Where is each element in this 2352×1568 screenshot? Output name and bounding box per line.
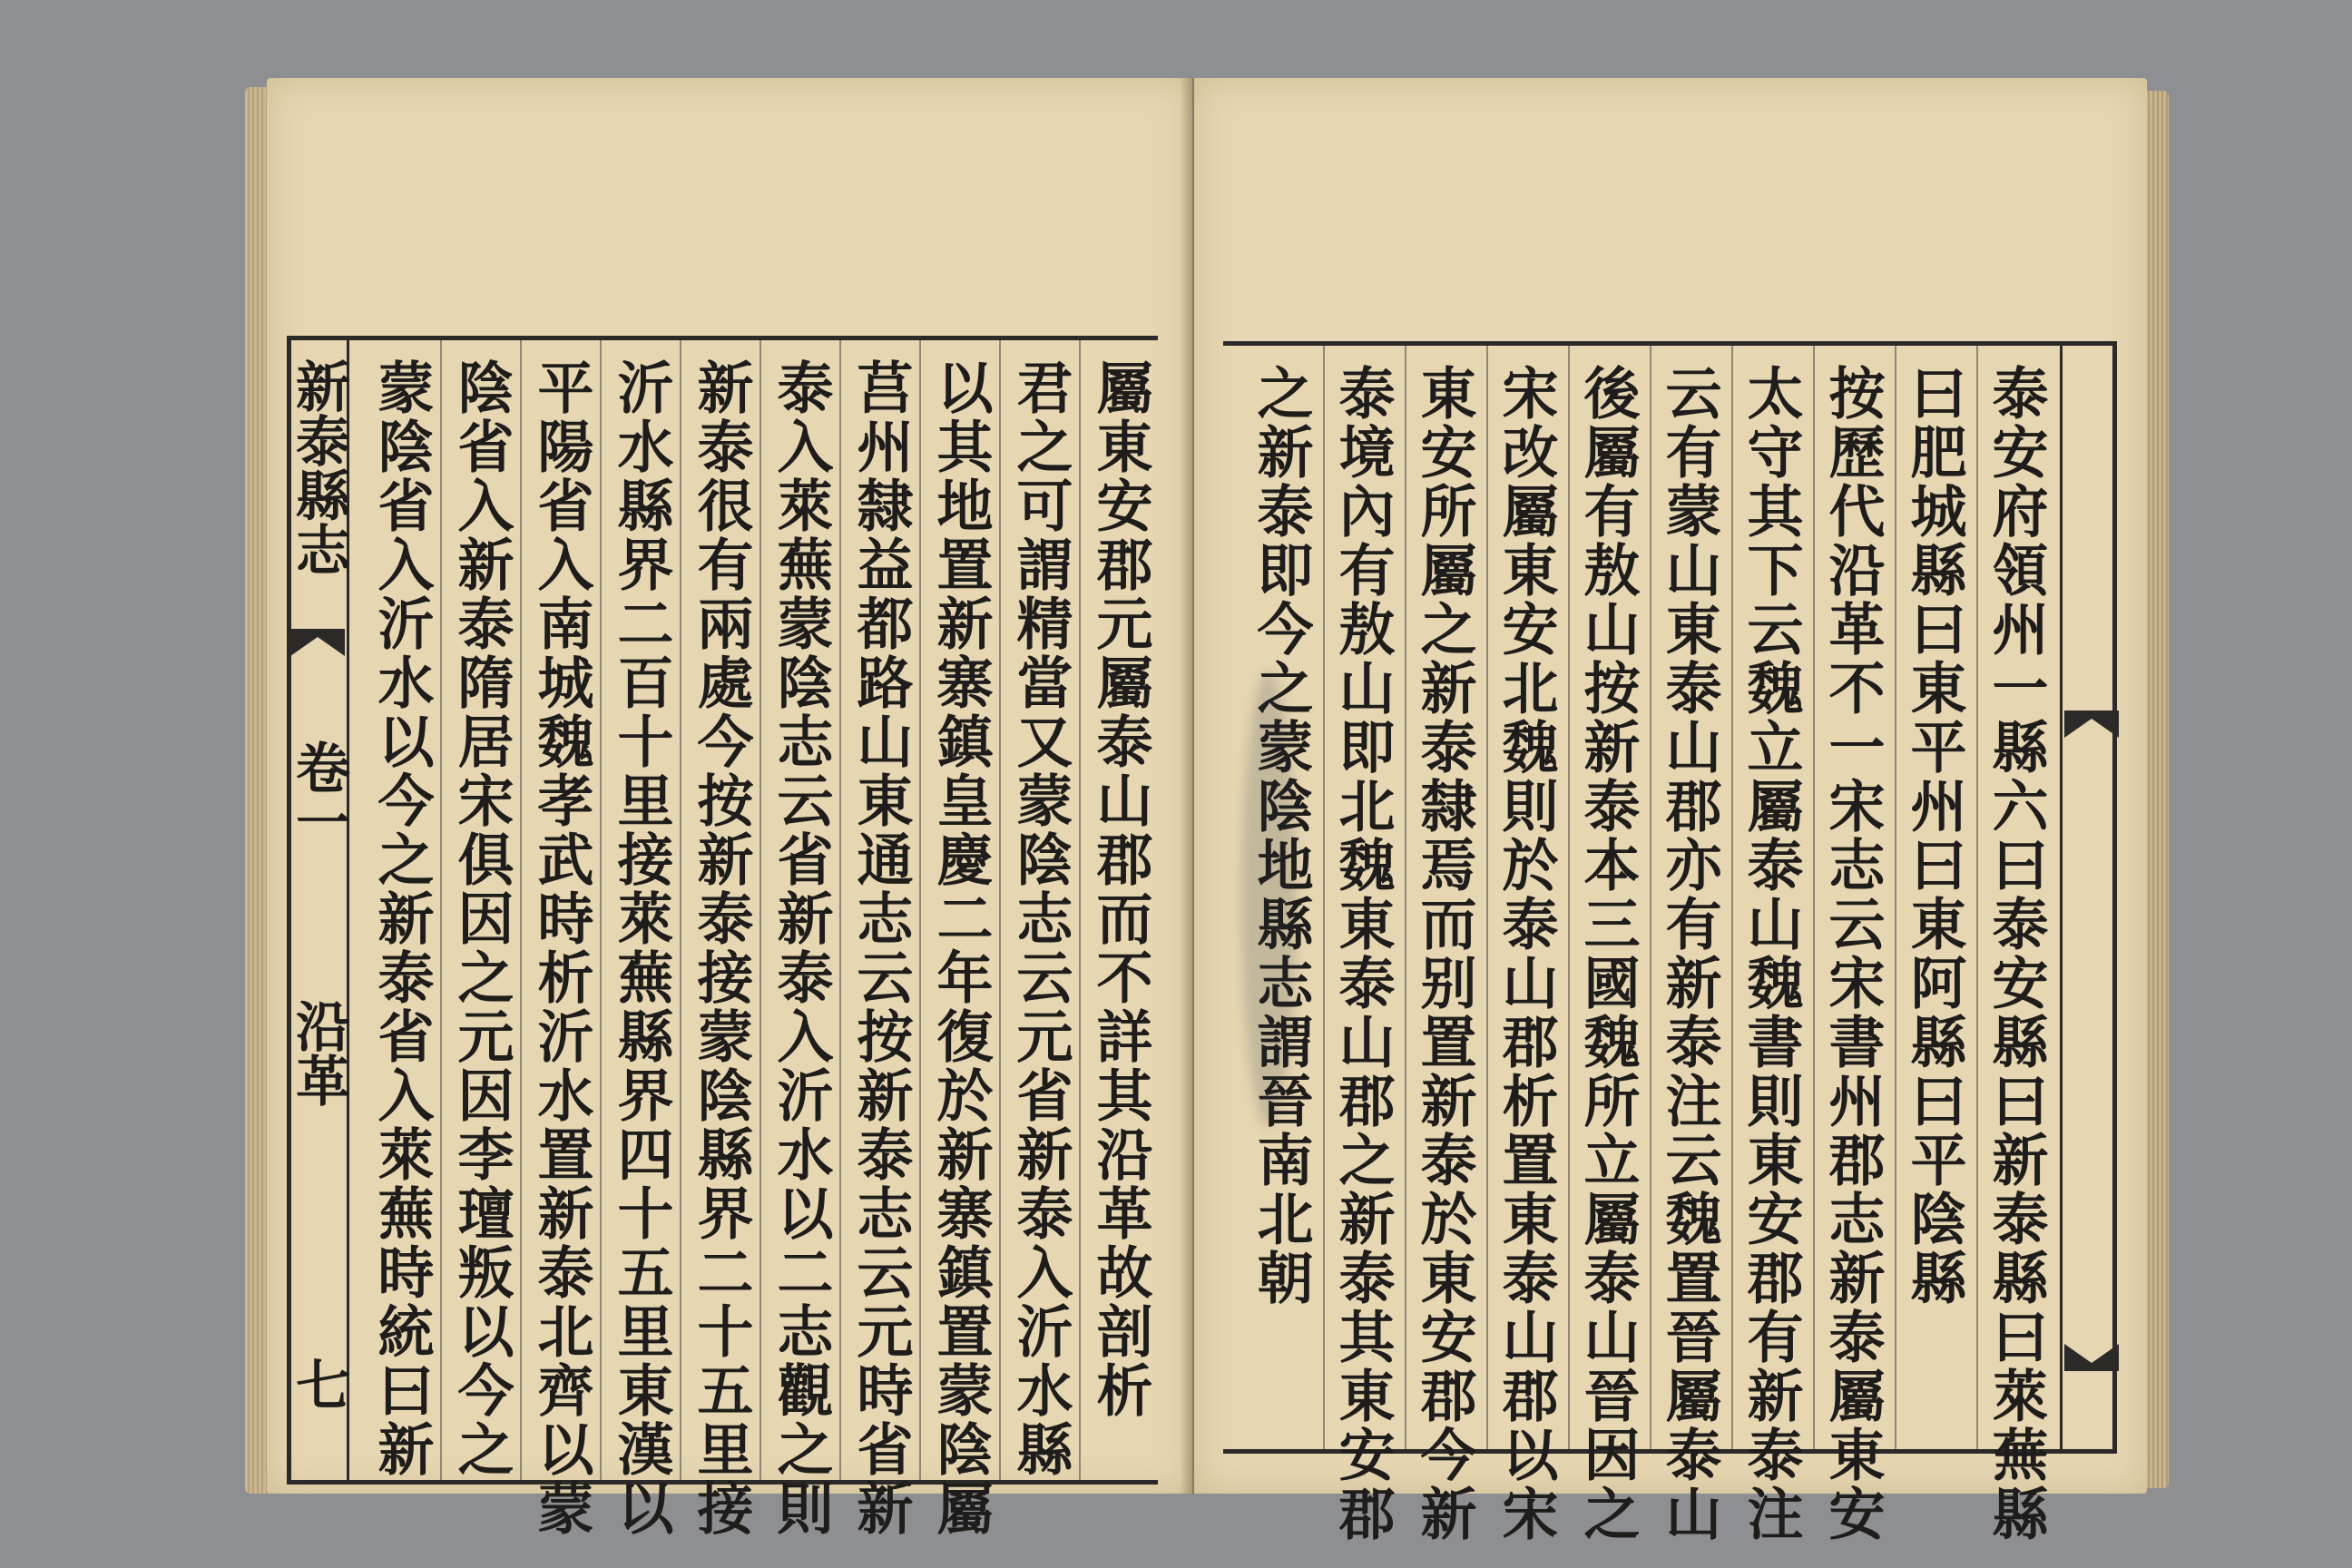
left-margin-strip (289, 340, 349, 1480)
column-rule (1486, 346, 1488, 1449)
column-rule (600, 340, 602, 1480)
text-column: 新泰很有兩處今按新泰接蒙陰縣界二十五里接 (688, 358, 754, 1538)
margin-page-number: 七 (287, 1357, 350, 1411)
column-rule (520, 340, 522, 1480)
margin-title: 新泰縣志 (287, 358, 350, 576)
fishtail-mark (2064, 1344, 2119, 1371)
text-column: 泰境內有敖山即北魏東泰山郡之新泰其東安郡 (1329, 364, 1396, 1544)
column-rule (1895, 346, 1896, 1449)
text-column: 云有蒙山東泰山郡亦有新泰注云魏置晉屬泰山 (1656, 364, 1722, 1544)
column-rule (1079, 340, 1081, 1480)
text-column: 按歷代沿革不一宋志云宋書州郡志新泰屬東安 (1819, 364, 1886, 1544)
column-rule (680, 340, 681, 1480)
left-text-frame (287, 336, 1158, 1538)
text-column: 宋改屬東安北魏則於泰山郡析置東泰山郡以宋 (1493, 364, 1559, 1544)
column-rule (1568, 346, 1570, 1449)
text-column: 泰入萊蕪蒙陰志云省新泰入沂水以二志觀之則 (768, 358, 834, 1538)
column-rule (919, 340, 921, 1480)
margin-volume: 卷一 (287, 740, 350, 848)
column-rule (839, 340, 841, 1480)
text-column: 後屬有敖山按新泰本三國魏所立屬泰山晉因之 (1574, 364, 1641, 1544)
column-rule (1976, 346, 1978, 1449)
text-column: 東安所屬之新泰隸焉而别置新泰於東安郡今新 (1411, 364, 1477, 1544)
left-page (267, 78, 1192, 1538)
text-column: 泰安府領州一縣六曰泰安縣曰新泰縣曰萊蕪縣 (1983, 364, 2049, 1544)
column-rule (440, 340, 442, 1480)
text-column: 蒙陰省入沂水以今之新泰省入萊蕪時統曰新 (368, 358, 435, 1479)
column-rule (999, 340, 1001, 1480)
text-column: 沂水縣界二百十里接萊蕪縣界四十五里東漢以 (608, 358, 674, 1538)
text-column: 莒州隸益都路山東通志云按新泰志云元時省新 (848, 358, 914, 1538)
text-column: 之新泰即今之蒙陰地縣志謂晉南北朝 (1248, 364, 1314, 1308)
fishtail-mark (2064, 710, 2119, 738)
column-rule (1650, 346, 1651, 1449)
column-rule (1323, 346, 1325, 1449)
right-page (1194, 78, 2147, 1544)
right-margin-strip (2060, 346, 2121, 1449)
margin-section: 沿革 (287, 998, 350, 1107)
text-column: 太守其下云魏立屬泰山魏書則東安郡有新泰注 (1738, 364, 1804, 1544)
text-column: 以其地置新寨鎮皇慶二年復於新寨鎮置蒙陰屬 (927, 358, 994, 1538)
text-column: 曰肥城縣曰東平州曰東阿縣曰平陰縣 (1901, 364, 1967, 1308)
text-column: 陰省入新泰隋居宋俱因之元因李璮叛以今之 (448, 358, 514, 1479)
column-rule (1405, 346, 1406, 1449)
ink-stain (1241, 672, 1296, 1126)
column-rule (1731, 346, 1733, 1449)
book (245, 71, 2169, 1544)
text-column: 屬東安郡元屬泰山郡而不詳其沿革故剖析 (1087, 358, 1153, 1420)
right-text-frame (1223, 341, 2117, 1544)
text-column: 君之可謂精當又蒙陰志云元省新泰入沂水縣 (1007, 358, 1073, 1479)
text-column: 平陽省入南城魏孝武時析沂水置新泰北齊以蒙 (528, 358, 594, 1538)
column-rule (760, 340, 761, 1480)
column-rule (1813, 346, 1815, 1449)
fishtail-mark (290, 629, 345, 656)
